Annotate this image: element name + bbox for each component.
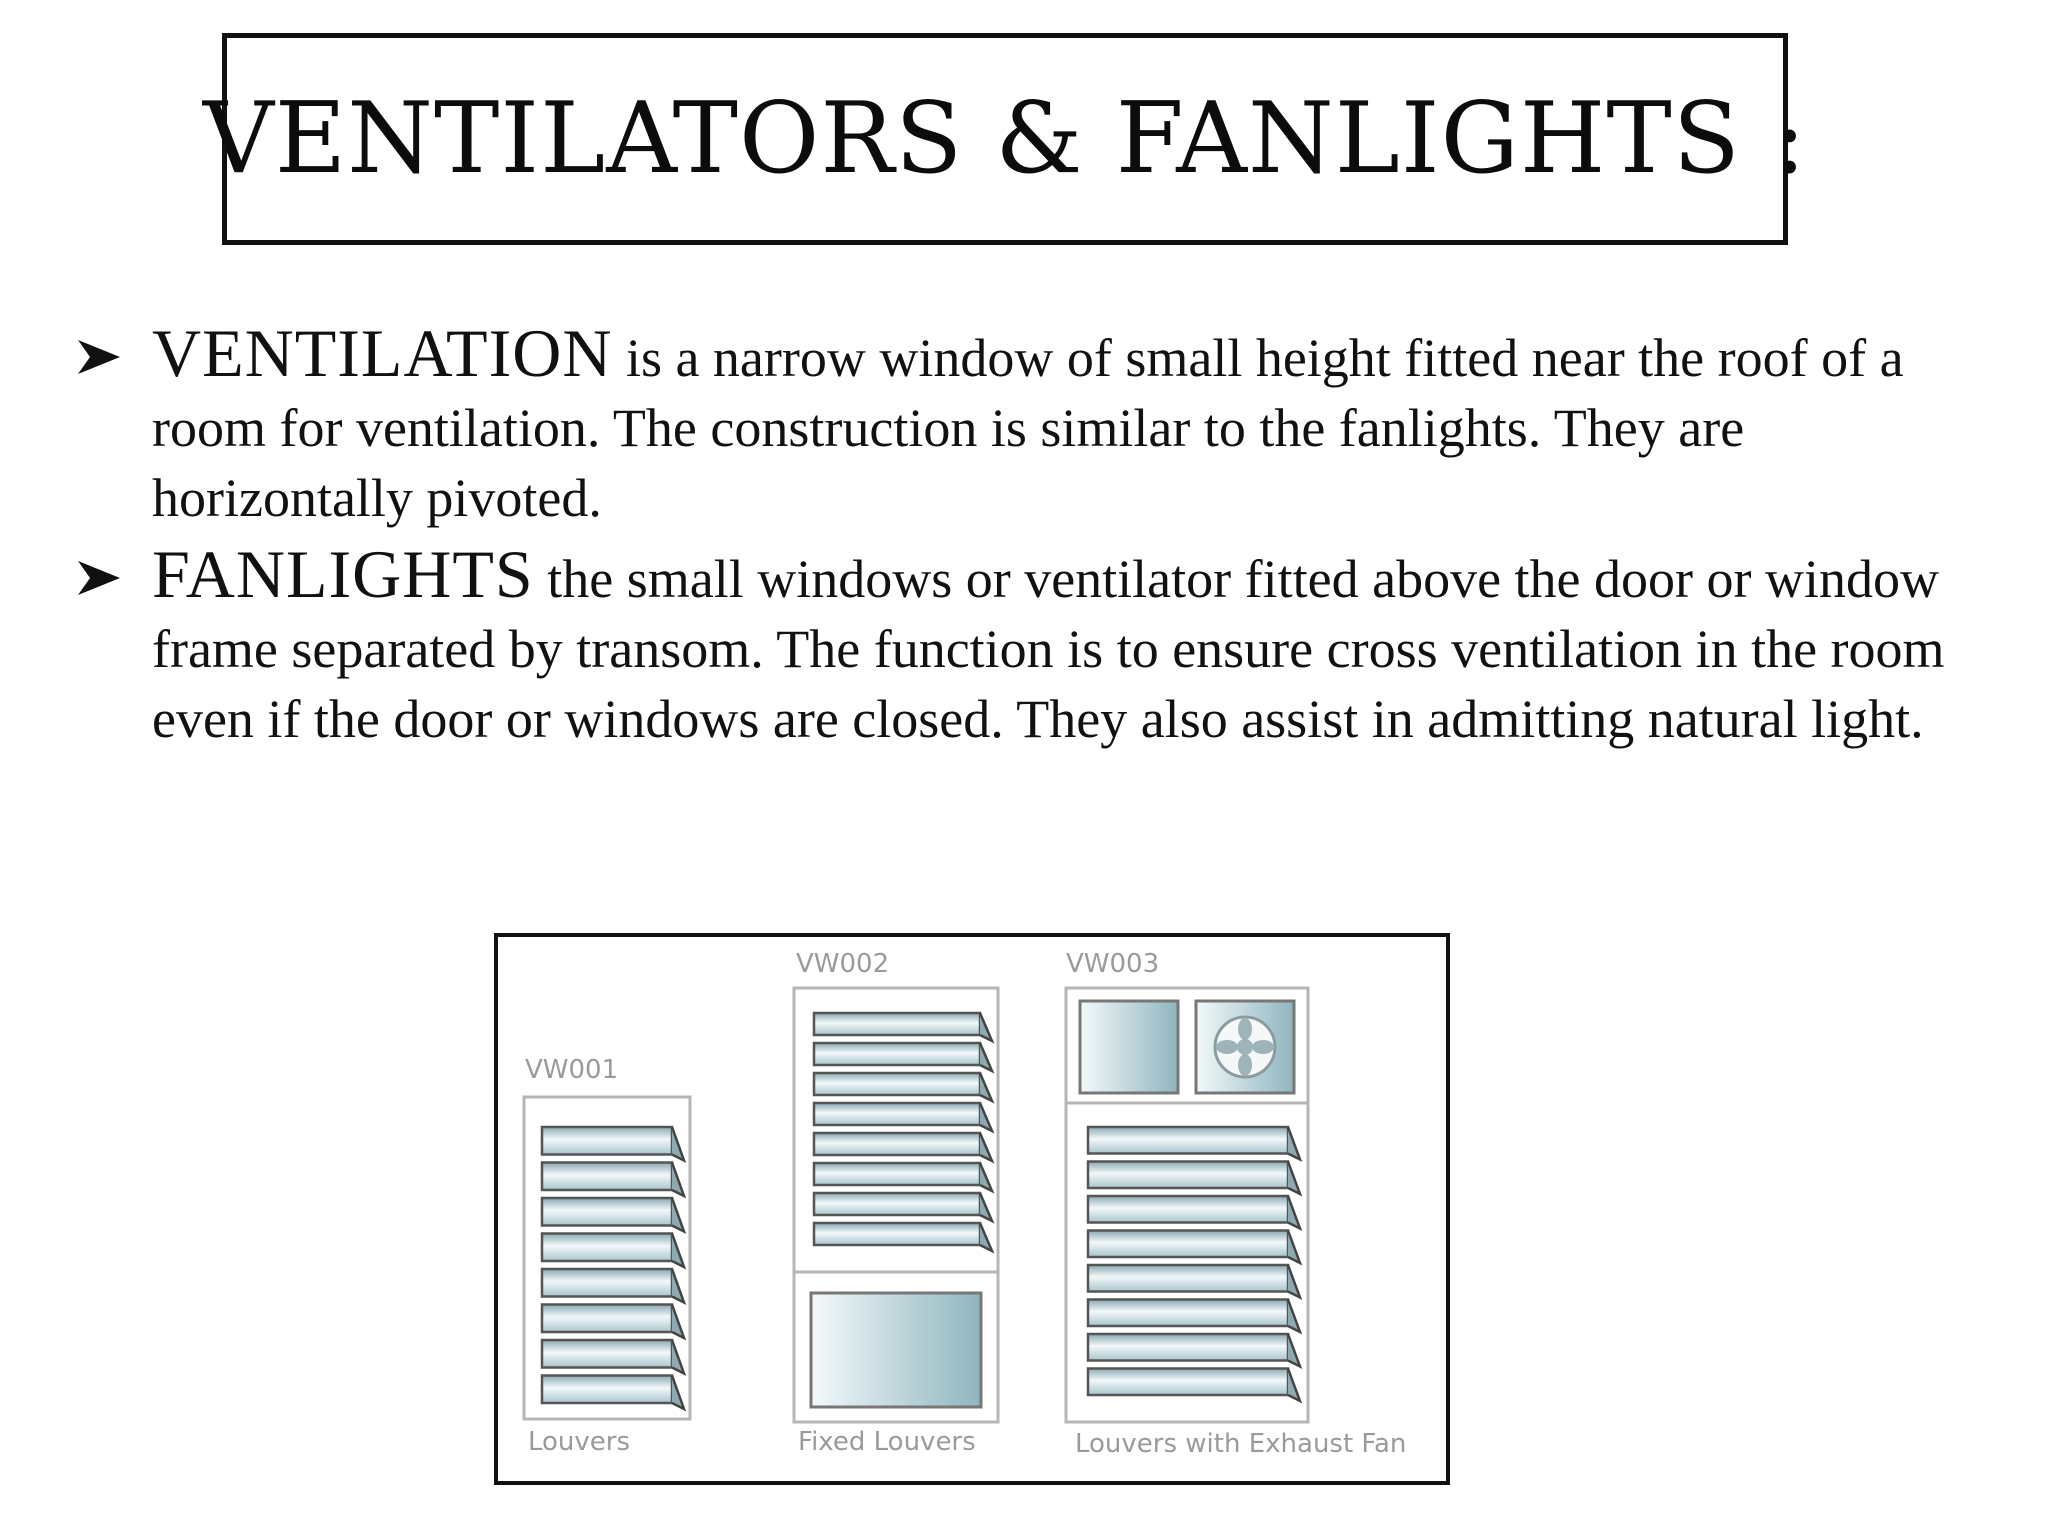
item-code: VW003 [1066, 949, 1160, 979]
bullet-fanlights [70, 536, 1990, 754]
slide-title: VENTILATORS & FANLIGHTS : [203, 82, 1808, 196]
item-caption: Fixed Louvers [798, 1427, 976, 1457]
louver-blade [1088, 1196, 1300, 1229]
bullet-term: FANLIGHTS [152, 536, 534, 612]
bullet-text [152, 315, 1990, 533]
louver-blade [542, 1127, 684, 1161]
ventilator-figure [494, 933, 1450, 1485]
louver-blade [542, 1198, 684, 1232]
louvers-window [524, 1097, 690, 1419]
ventilator-drawings [498, 937, 1446, 1481]
louvers-with-exhaust-fan-window [1066, 988, 1308, 1422]
arrow-bullet-icon [76, 555, 122, 601]
title-box [203, 33, 1808, 245]
bullet-list [70, 315, 1990, 760]
louver-blade [1088, 1369, 1300, 1402]
bullet-ventilation [70, 315, 1990, 533]
louver-blade [1088, 1300, 1300, 1333]
louver-blade [1088, 1265, 1300, 1298]
louver-blade [542, 1234, 684, 1268]
item-caption: Louvers [528, 1427, 631, 1457]
arrow-bullet-icon [76, 334, 122, 380]
bullet-body: the small windows or ventilator fitted above the door or window frame separated by transom. The function is to ensure cross ventilation in the room even if the door or windows are closed. They also assist in admitting natural light. [152, 549, 1945, 749]
bullet-text [152, 536, 1990, 754]
louver-blade [1088, 1127, 1300, 1160]
louver-blade [1088, 1231, 1300, 1264]
item-code: VW001 [525, 1055, 619, 1085]
bullet-body: is a narrow window of small height fitted near the roof of a room for ventilation. The construction is similar to the fanlights. They are horizontally pivoted. [152, 328, 1904, 528]
louver-blade [542, 1376, 684, 1410]
louver-blade [542, 1163, 684, 1197]
item-caption: Louvers with Exhaust Fan [1075, 1429, 1407, 1459]
louver-blade [1088, 1162, 1300, 1195]
bullet-term: VENTILATION [152, 315, 613, 391]
exhaust-fan-icon [1196, 1001, 1294, 1093]
fixed-louvers-window [794, 988, 998, 1422]
louver-blade [542, 1305, 684, 1339]
item-code: VW002 [796, 949, 890, 979]
louver-blade [542, 1340, 684, 1374]
louver-blade [542, 1269, 684, 1303]
louver-blade [1088, 1334, 1300, 1367]
